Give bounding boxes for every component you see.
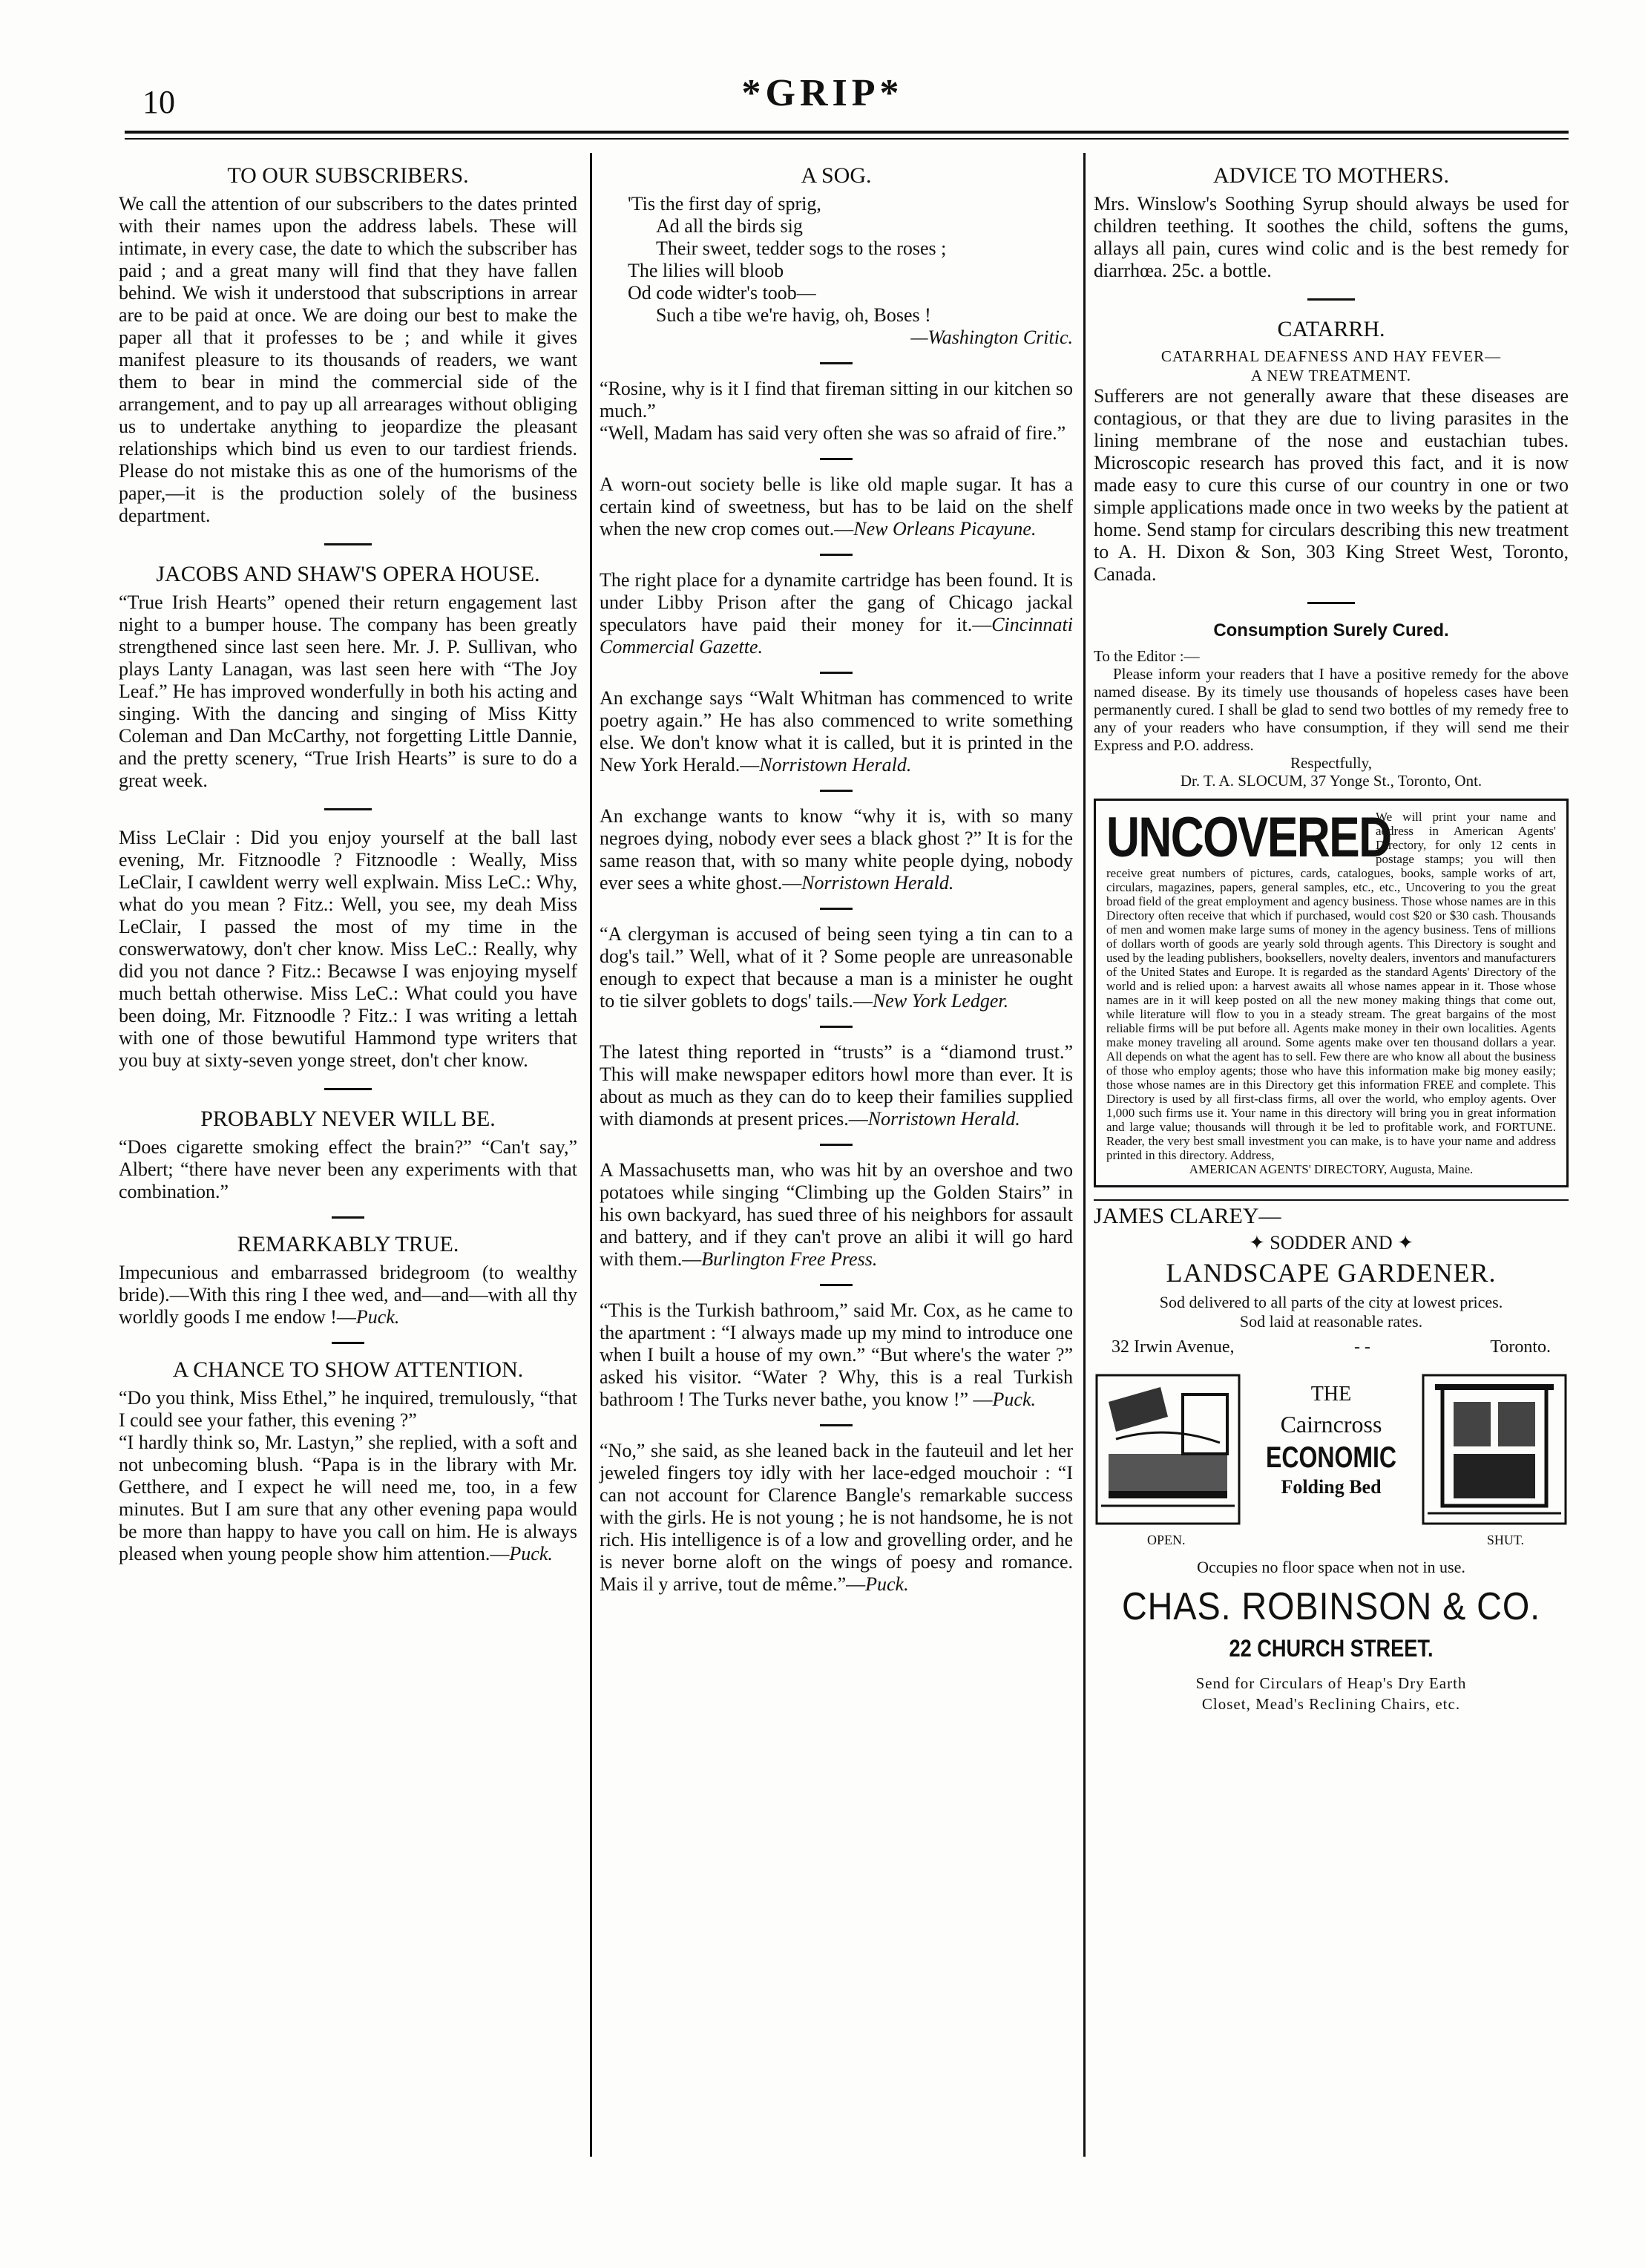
- catarrh-heading: CATARRH.: [1277, 317, 1385, 341]
- catarrh-body: Sufferers are not generally aware that these diseases are contagious, or that they are due to living parasites in the lining membrane of the nose and eustachian tubes. Microscopic research has proved this fact, and it is now made easy to cure this curse of our country in one or two simple applications made once in two weeks by the patient at home. Send stamp for circulars describing this new treatment to A. H. Dixon & Son, 303 King Street West, Toronto, Canada.: [1094, 385, 1569, 585]
- probably-heading: PROBABLY NEVER WILL BE.: [200, 1107, 496, 1131]
- separator: [324, 1088, 372, 1090]
- shut-bed-illustration: [1420, 1372, 1569, 1528]
- poem-line: The lilies will bloob: [628, 260, 784, 281]
- clarey-line-1: Sod delivered to all parts of the city at lowest prices.: [1159, 1293, 1503, 1311]
- column-2: [600, 163, 1073, 1596]
- ghost-body: An exchange wants to know “why it is, with so many negroes dying, nobody ever sees a black ghost ?” It is for the same reason that, with so many white people dying, nobody ever sees a white ghost.—Norristown Herald.: [600, 805, 1073, 894]
- uncovered-body: We will print your name and address in American Agents' Directory, for only 12 cents in postage stamps; you will then receive great numbers of pictures, cards, catalogues, books, sample works of art, circulars, magazines, papers, general samples, etc., etc., Uncovering to you the great broad field of the great employment and agency business. Those whose names are in this Directory often receive that which if purchased, would cost $20 or $30 cash. Thousands of men and women make large sums of money in the agency business. Tens of millions of dollars worth of goods are yearly sold through agents. This Directory is sought and used by the leading publishers, booksellers, novelty dealers, inventors and manufacturers of the United States and Europe. It is regarded as the standard Agents' Directory of the world and is relied upon: a harvest awaits all whose names appear in it. Those whose names are in it will keep posted on all the new money making things that come out, while literature will flow to you in a steady stream. The great bargains of the most reliable firms will be put before all. Agents make money in their own localities. Agents make money traveling all around. Some agents make over ten thousand dollars a year. All depends on what the agent has to sell. Few there are who know all about the business of those who employ agents; those who have this information make big money easily; those whose names are in this Directory get this information FREE and complete. This Directory is used by all first-class firms, all over the world, who employ agents. Over 1,000 such firms use it. Your name in this directory will bring you in great information and large value; thousands will through it be led to profitable work, and FORTUNE. Reader, the very best small investment you can make, is to have your name and address printed in this directory. Address,: [1106, 810, 1556, 1162]
- robinson-name: CHAS. ROBINSON & CO.: [1121, 1585, 1541, 1628]
- bed-occupies: Occupies no floor space when not in use.: [1197, 1558, 1465, 1576]
- advice-heading: ADVICE TO MOTHERS.: [1212, 163, 1450, 188]
- rosine-body-1: “Rosine, why is it I find that fireman sitting in our kitchen so much.”: [600, 378, 1073, 422]
- clarey-address: [1112, 1337, 1551, 1357]
- uncovered-footer: AMERICAN AGENTS' DIRECTORY, Augusta, Maine.: [1189, 1162, 1474, 1176]
- clarey-street: 32 Irwin Avenue,: [1112, 1337, 1235, 1357]
- poem-line: Ad all the birds sig: [656, 215, 803, 237]
- send-line-2: Closet, Mead's Reclining Chairs, etc.: [1201, 1695, 1461, 1713]
- clarey-dash: - -: [1353, 1337, 1370, 1357]
- separator: [332, 1342, 364, 1344]
- whitman-body: An exchange says “Walt Whitman has commenced to write poetry again.” He has also commenced to write something else. We don't know what it is called, but it is printed in the New York Herald.—Norristown Herald.: [600, 687, 1073, 776]
- separator: [820, 1026, 853, 1028]
- bed-ad-text: [1250, 1383, 1413, 1498]
- separator: [820, 362, 853, 364]
- masthead-title: *GRIP*: [741, 72, 904, 114]
- opera-body: “True Irish Hearts” opened their return engagement last night to a bumper house. The company has been greatly strengthened since last seen here. Mr. J. P. Sullivan, who plays Lanty Lanagan, was last seen here with “The Joy Leaf.” He has improved wonderfully in both his acting and singing. With the dancing and singing of Miss Kitty Coleman and Dan McCarthy, not forgetting Little Dannie, and the pretty scenery, “True Irish Hearts” is sure to do a great week.: [119, 591, 577, 791]
- separator: [324, 808, 372, 810]
- massachusetts-body: A Massachusetts man, who was hit by an overshoe and two potatoes while singing “Climbing up the Golden Stairs” in his own backyard, has sued three of his neighbors for assault and battery, and if they can't prove an alibi it will go hard with them.—Burlington Free Press.: [600, 1159, 1073, 1270]
- separator: [1307, 298, 1355, 301]
- poem-line: Od code widter's toob—: [628, 282, 816, 304]
- sog-attribution: —Washington Critic.: [910, 327, 1073, 348]
- open-bed-illustration: [1094, 1372, 1242, 1528]
- header-rule-thin: [125, 138, 1569, 140]
- chance-body-2: “I hardly think so, Mr. Lastyn,” she replied, with a soft and not unbecoming blush. “Papa is in the library with Mr. Getthere, and I expect he will need me, too, in a few minutes. But I am sure that any other evening papa would be more than happy to have you call on him. He is always pleased when young people show him attention.—Puck.: [119, 1432, 577, 1564]
- wornout-body: A worn-out society belle is like old maple sugar. It has a certain kind of sweetness, but has to be laid on the shelf when the new crop comes out.—New Orleans Picayune.: [600, 473, 1073, 540]
- chance-heading: A CHANCE TO SHOW ATTENTION.: [172, 1357, 524, 1382]
- folding-bed-ad: [1094, 1372, 1569, 1558]
- turkish-body: “This is the Turkish bathroom,” said Mr. Cox, as he came to the apartment : “I always made up my mind to introduce one when I built a house of my own.” “But where's the water ?” asked his visitor. “Water ? Why, this is a real Turkish bathroom ! The Turks never bathe, you know !” —Puck.: [600, 1299, 1073, 1410]
- separator: [820, 1424, 853, 1426]
- subscribers-heading: TO OUR SUBSCRIBERS.: [227, 163, 469, 188]
- separator: [820, 1284, 853, 1286]
- rosine-body-2: “Well, Madam has said very often she was so afraid of fire.”: [600, 422, 1066, 444]
- bed-economic: ECONOMIC: [1266, 1441, 1396, 1474]
- header-rule: [125, 131, 1569, 134]
- separator: [332, 1216, 364, 1219]
- bed-open-label: OPEN.: [1147, 1533, 1186, 1547]
- separator: [820, 554, 853, 556]
- probably-body: “Does cigarette smoking effect the brain?” “Can't say,” Albert; “there have never been any experiments with that combination.”: [119, 1136, 577, 1202]
- sog-poem: [628, 193, 1073, 327]
- separator: [820, 1144, 853, 1146]
- uncovered-ad: [1094, 799, 1569, 1187]
- dynamite-body: The right place for a dynamite cartridge has been found. It is under Libby Prison after the gang of Chicago jackal speculators have paid their money for it.—Cincinnati Commercial Gazette.: [600, 569, 1073, 658]
- chance-body-1: “Do you think, Miss Ethel,” he inquired, tremulously, “that I could see your father, this evening ?”: [119, 1387, 577, 1431]
- separator: [820, 458, 853, 460]
- poem-line: 'Tis the first day of sprig,: [628, 193, 821, 214]
- separator: [1307, 602, 1355, 604]
- clarey-city: Toronto.: [1490, 1337, 1551, 1357]
- clergyman-body: “A clergyman is accused of being seen tying a tin can to a dog's tail.” Well, what of it ? Some people are unreasonable enough to expect that because a man is a minister he ought to tie silver goblets to dogs' tails.—New York Ledger.: [600, 923, 1073, 1012]
- bed-shut-label: SHUT.: [1486, 1533, 1524, 1547]
- remarkably-heading: REMARKABLY TRUE.: [237, 1232, 459, 1256]
- poem-line: Such a tibe we're havig, oh, Boses !: [656, 304, 931, 326]
- trusts-body: The latest thing reported in “trusts” is a “diamond trust.” This will make newspaper editors howl more than ever. It is about as much as they can do to keep their families supplied with diamonds at present prices.—Norristown Herald.: [600, 1041, 1073, 1130]
- bed-the: THE: [1310, 1383, 1352, 1406]
- consumption-salutation: To the Editor :—: [1094, 647, 1200, 665]
- bed-brand: Cairncross: [1280, 1411, 1382, 1438]
- poem-line: Their sweet, tedder sogs to the roses ;: [656, 237, 947, 259]
- remarkably-body: Impecunious and embarrassed bridegroom (to wealthy bride).—With this ring I thee wed, and—and—with all thy worldly goods I me endow !—Puck.: [119, 1262, 577, 1328]
- consumption-closing: Respectfully,: [1290, 754, 1373, 772]
- sog-heading: A SOG.: [801, 163, 872, 188]
- clarey-subtitle: ✦ SODDER AND ✦: [1249, 1232, 1413, 1253]
- robinson-street: 22 CHURCH STREET.: [1229, 1635, 1434, 1662]
- clarey-name: JAMES CLAREY—: [1094, 1204, 1281, 1228]
- separator: [324, 543, 372, 545]
- subscribers-body: We call the attention of our subscribers to the dates printed with their names upon the address labels. These will intimate, in every case, the date to which the subscriber has paid ; and a great many will find that they have fallen behind. We wish it understood that subscriptions in arrear are to be paid at once. We are doing our best to make the paper all that it professes to be ; and while it gives manifest pleasure to its thousands of readers, we want them to bear in mind the commercial side of the arrangement, and to pay up all arrearages without obliging us to undertake anything to jeopardize the pleasant relationships which bind us even to our tardiest friends. Please do not mistake this as one of the humorisms of the paper,—it is the production solely of the business department.: [119, 193, 578, 526]
- robinson-send-for: [1094, 1673, 1569, 1714]
- column-1: [119, 163, 577, 1565]
- column-divider: [590, 153, 592, 2157]
- column-3: [1094, 163, 1569, 1714]
- send-line-1: Send for Circulars of Heap's Dry Earth: [1195, 1674, 1467, 1692]
- page-number: 10: [142, 84, 175, 120]
- separator: [820, 790, 853, 792]
- catarrh-subheading-2: A NEW TREATMENT.: [1250, 367, 1412, 384]
- leclair-dialogue: Miss LeClair : Did you enjoy yourself at the ball last evening, Mr. Fitznoodle ? Fitznoodle : Weally, Miss LeClair, I cawldent werry well explwain. Miss LeC.: Why, what do you mean ? Fitz.: Well, you see, my deah Miss LeClair, I passed the most of my time in the conswerwatowy, don't cher know. Miss LeC.: Really, why did you not dance ? Fitz.: Becawse I was enjoying myself much bettah otherwise. Miss LeC.: What could you have been doing, Mr. Fitznoodle ? Fitz.: I was writing a lettah with one of those bewutiful Hammond type writers that you buy at sixty-seven yonge street, don't cher know.: [119, 827, 577, 1071]
- advice-body: Mrs. Winslow's Soothing Syrup should always be used for children teething. It soothes the child, softens the gums, allays all pain, cures wind colic and is the best remedy for diarrhœa. 25c. a bottle.: [1094, 193, 1569, 281]
- clarey-line-2: Sod laid at reasonable rates.: [1239, 1312, 1423, 1331]
- separator: [820, 908, 853, 910]
- no-body: “No,” she said, as she leaned back in the fauteuil and let her jeweled fingers toy idly with her lace-edged mouchoir : “I can not account for Clarence Bangle's remarkable success with the girls. He is not young ; he is not handsome, he is not rich. His intelligence is of a low and grovelling order, and he is never borne aloft on the wings of poesy and romance. Mais il y arrive, tout de même.”—Puck.: [600, 1440, 1073, 1595]
- bed-folding: Folding Bed: [1281, 1476, 1382, 1498]
- opera-heading: JACOBS AND SHAW'S OPERA HOUSE.: [156, 562, 540, 586]
- column-divider: [1083, 153, 1086, 2157]
- separator: [820, 672, 853, 674]
- consumption-body: Please inform your readers that I have a positive remedy for the above named disease. By its timely use thousands of hopeless cases have been permanently cured. I shall be glad to send two bottles of my remedy free to any of your readers who have consumption, if they will send me their Express and P.O. address.: [1094, 665, 1569, 754]
- catarrh-subheading: CATARRHAL DEAFNESS AND HAY FEVER—: [1160, 347, 1502, 365]
- uncovered-headline: UNCOVERED: [1106, 806, 1391, 869]
- consumption-signature: Dr. T. A. SLOCUM, 37 Yonge St., Toronto, Ont.: [1180, 772, 1483, 790]
- clarey-trade: LANDSCAPE GARDENER.: [1166, 1258, 1497, 1288]
- consumption-heading: Consumption Surely Cured.: [1213, 620, 1449, 640]
